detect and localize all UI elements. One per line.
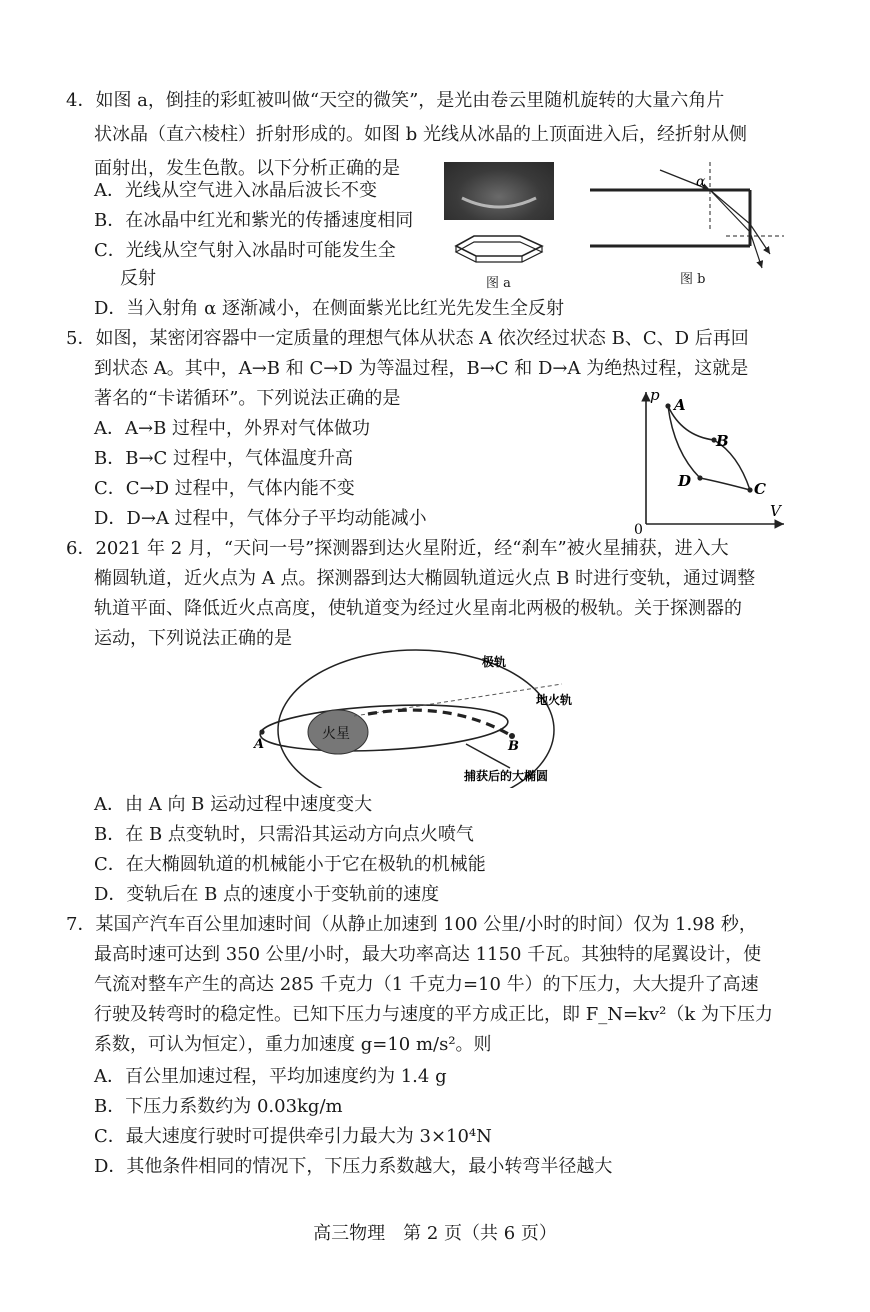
- q5-stem-line2: 到状态 A。其中，A→B 和 C→D 为等温过程，B→C 和 D→A 为绝热过程，这就是: [94, 358, 749, 379]
- mars-label: 火星: [322, 726, 350, 742]
- rainbow-photo: [444, 162, 554, 220]
- earth-mars-orbit-label: 地火轨: [536, 693, 573, 707]
- state-a-label: A: [674, 396, 686, 414]
- q5-option-d: D．D→A 过程中，气体分子平均动能减小: [94, 508, 427, 529]
- state-b-label: B: [716, 432, 729, 450]
- captured-orbit-label: 捕获后的大椭圆: [464, 769, 549, 783]
- point-a-label: A: [254, 737, 265, 752]
- q6-stem-line4: 运动，下列说法正确的是: [94, 628, 292, 649]
- q4-option-a: A．光线从空气进入冰晶后波长不变: [94, 180, 377, 201]
- q7-stem-line5: 系数，可认为恒定），重力加速度 g=10 m/s²。则: [94, 1034, 492, 1055]
- q6-stem-line1: 6．2021 年 2 月，“天问一号”探测器到达火星附近，经“刹车”被火星捕获，进入大: [66, 538, 729, 559]
- axis-p-label: p: [650, 386, 660, 404]
- hexagonal-crystal-icon: [452, 226, 548, 272]
- q6-option-d: D．变轨后在 B 点的速度小于变轨前的速度: [94, 884, 440, 905]
- figure-b-refraction-diagram: [586, 158, 786, 272]
- q6-stem-line2: 椭圆轨道，近火点为 A 点。探测器到达大椭圆轨道远火点 B 时进行变轨，通过调整: [94, 568, 756, 589]
- q4-stem-line1: 4．如图 a，倒挂的彩虹被叫做“天空的微笑”，是光由卷云里随机旋转的大量六角片: [66, 90, 725, 111]
- q5-option-b: B．B→C 过程中，气体温度升高: [94, 448, 354, 469]
- q4-option-b: B．在冰晶中红光和紫光的传播速度相同: [94, 210, 414, 231]
- q4-stem-line3: 面射出，发生色散。以下分析正确的是: [94, 158, 400, 179]
- q7-stem-line2: 最高时速可达到 350 公里/小时，最大功率高达 1150 千瓦。其独特的尾翼设计，使: [94, 944, 762, 965]
- q7-option-c: C．最大速度行驶时可提供牵引力最大为 3×10⁴N: [94, 1126, 492, 1147]
- figure-b-caption: 图 b: [680, 272, 706, 287]
- q4-stem-line2: 状冰晶（直六棱柱）折射形成的。如图 b 光线从冰晶的上顶面进入后，经折射从侧: [94, 124, 747, 145]
- q6-option-b: B．在 B 点变轨时，只需沿其运动方向点火喷气: [94, 824, 474, 845]
- q7-option-d: D．其他条件相同的情况下，下压力系数越大，最小转弯半径越大: [94, 1156, 613, 1177]
- state-c-label: C: [754, 480, 766, 498]
- q7-stem-line4: 行驶及转弯时的稳定性。已知下压力与速度的平方成正比，即 F_N=kv²（k 为下压力: [94, 1004, 773, 1025]
- q6-option-a: A．由 A 向 B 运动过程中速度变大: [94, 794, 373, 815]
- q5-option-a: A．A→B 过程中，外界对气体做功: [94, 418, 371, 439]
- figure-a-caption: 图 a: [486, 276, 511, 291]
- mars-orbit-diagram: [250, 640, 620, 788]
- pv-diagram: [626, 386, 790, 536]
- q7-option-a: A．百公里加速过程，平均加速度约为 1.4 g: [94, 1066, 447, 1087]
- polar-orbit-label: 极轨: [482, 655, 507, 669]
- q6-stem-line3: 轨道平面、降低近火点高度，使轨道变为经过火星南北两极的极轨。关于探测器的: [94, 598, 742, 619]
- q5-stem-line1: 5．如图，某密闭容器中一定质量的理想气体从状态 A 依次经过状态 B、C、D 后再回: [66, 328, 749, 349]
- q4-option-d: D．当入射角 α 逐渐减小，在侧面紫光比红光先发生全反射: [94, 298, 565, 319]
- page-footer: 高三物理 第 2 页（共 6 页）: [313, 1223, 557, 1244]
- q5-stem-line3: 著名的“卡诺循环”。下列说法正确的是: [94, 388, 401, 409]
- state-d-label: D: [678, 472, 692, 490]
- q7-stem-line1: 7．某国产汽车百公里加速时间（从静止加速到 100 公里/小时的时间）仅为 1.98 秒，: [66, 914, 757, 935]
- axis-v-label: V: [770, 502, 781, 520]
- q5-option-c: C．C→D 过程中，气体内能不变: [94, 478, 355, 499]
- q7-option-b: B．下压力系数约为 0.03kg/m: [94, 1096, 343, 1117]
- alpha-label: α: [696, 174, 706, 190]
- point-b-label: B: [508, 739, 519, 754]
- q4-option-c: C．光线从空气射入冰晶时可能发生全: [94, 240, 396, 261]
- q6-option-c: C．在大椭圆轨道的机械能小于它在极轨的机械能: [94, 854, 486, 875]
- origin-label: 0: [634, 522, 643, 536]
- q7-stem-line3: 气流对整车产生的高达 285 千克力（1 千克力=10 牛）的下压力，大大提升了高速: [94, 974, 759, 995]
- q4-option-c-cont: 反射: [120, 268, 156, 289]
